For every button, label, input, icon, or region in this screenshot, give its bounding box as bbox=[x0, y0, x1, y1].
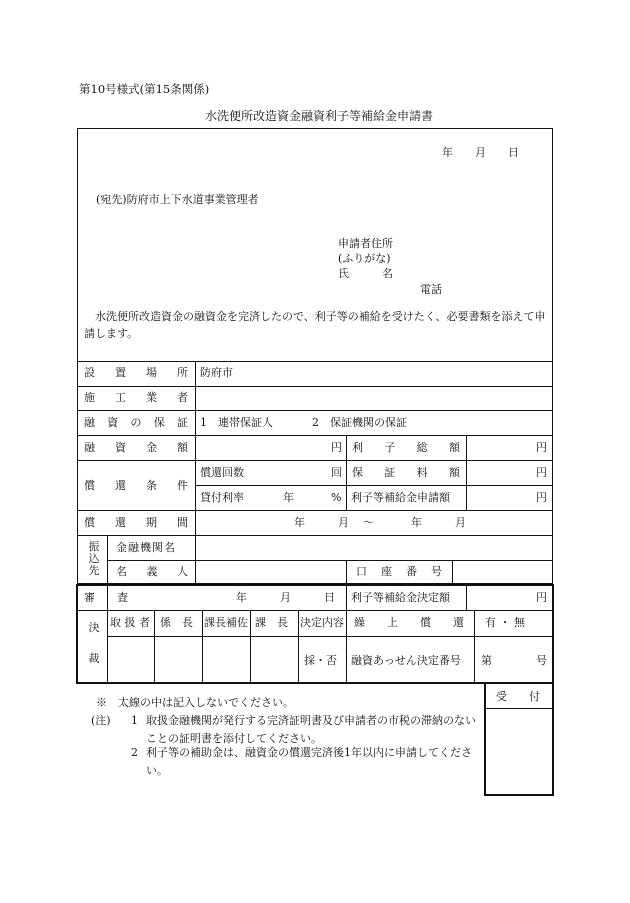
period-to[interactable]: 年 月 bbox=[411, 516, 466, 529]
period-tilde: ～ bbox=[363, 516, 374, 529]
location-label: 設 置 場 所 bbox=[84, 366, 188, 379]
period-from[interactable]: 年 月 bbox=[294, 516, 349, 529]
number-dai: 第 bbox=[481, 654, 492, 667]
holder-label: 名 義 人 bbox=[116, 565, 188, 578]
mediation-number-label: 融資あっせん決定番号 bbox=[351, 654, 461, 667]
yes-no-label: 有 ・ 無 bbox=[485, 616, 525, 629]
note-bold-lines: ※ 太線の中は記入しないでください。 bbox=[96, 696, 294, 709]
form-number: 第10号様式(第15条関係) bbox=[79, 82, 210, 96]
location-value[interactable]: 防府市 bbox=[200, 366, 233, 379]
phone-label: 電話 bbox=[420, 283, 442, 296]
repayment-label: 償 還 条 件 bbox=[84, 479, 188, 492]
interest-total-label: 利 子 総 額 bbox=[352, 441, 460, 454]
guarantee-option-2[interactable]: 2 保証機関の保証 bbox=[312, 416, 407, 429]
guarantee-fee-unit: 円 bbox=[536, 466, 547, 479]
guarantee-fee-label: 保 証 料 額 bbox=[352, 466, 460, 479]
note-prefix: (注) bbox=[91, 714, 111, 727]
loan-rate-year: 年 bbox=[283, 491, 294, 504]
note-2: 利子等の補助金は、融資金の償還完済後1年以内に申請してください。 bbox=[146, 746, 472, 777]
loan-amount-unit: 円 bbox=[331, 441, 342, 454]
date-field[interactable]: 年 月 日 bbox=[442, 146, 519, 159]
name-label: 氏 名 bbox=[338, 267, 393, 280]
note-1: 取扱金融機関が発行する完済証明書及び申請者の市税の滞納のないことの証明書を添付してください。 bbox=[146, 714, 476, 745]
application-amount-label: 利子等補給金申請額 bbox=[351, 491, 450, 504]
loan-rate-label: 貸付利率 bbox=[200, 491, 244, 504]
adopt-reject-label: 採・否 bbox=[304, 654, 337, 667]
note-1-number: 1 bbox=[131, 714, 138, 727]
number-go: 号 bbox=[536, 654, 547, 667]
bank-name-label: 金融機関名 bbox=[116, 541, 176, 554]
decision-side-label: 決 裁 bbox=[88, 621, 100, 665]
review-date: 年 月 日 bbox=[236, 591, 335, 604]
contractor-label: 施 工 業 者 bbox=[84, 391, 188, 404]
review-label: 審 査 bbox=[84, 591, 128, 604]
period-label: 償 還 期 間 bbox=[84, 516, 188, 529]
transfer-side-label: 振 込 先 bbox=[88, 540, 100, 577]
section-chief-label: 係 長 bbox=[160, 616, 193, 629]
repayment-count-label: 償還回数 bbox=[200, 466, 244, 479]
furigana-label: (ふりがな) bbox=[338, 252, 391, 265]
account-number-label: 口 座 番 号 bbox=[356, 565, 442, 578]
guarantee-option-1[interactable]: 1 連帯保証人 bbox=[200, 416, 273, 429]
deputy-label: 課長補佐 bbox=[204, 616, 248, 629]
decision-content-label: 決定内容 bbox=[300, 616, 344, 629]
applicant-address-label: 申請者住所 bbox=[338, 237, 393, 250]
chief-label: 課 長 bbox=[255, 616, 288, 629]
handler-label: 取 扱 者 bbox=[110, 616, 150, 629]
decision-amount-unit: 円 bbox=[536, 591, 547, 604]
note-2-number: 2 bbox=[131, 746, 138, 759]
loan-amount-label: 融 資 金 額 bbox=[84, 441, 188, 454]
early-repayment-label: 繰 上 償 還 bbox=[354, 616, 464, 629]
decision-amount-label: 利子等補給金決定額 bbox=[351, 591, 450, 604]
receipt-label: 受 付 bbox=[496, 690, 540, 703]
statement: 水洗便所改造資金の融資金を完済したので、利子等の補給を受けたく、必要書類を添えて申請します。 bbox=[84, 310, 546, 341]
document-title: 水洗便所改造資金融資利子等補給金申請書 bbox=[205, 109, 434, 123]
interest-total-unit: 円 bbox=[536, 441, 547, 454]
guarantee-label: 融 資 の 保 証 bbox=[84, 416, 188, 429]
repayment-count-unit: 回 bbox=[331, 466, 342, 479]
loan-rate-unit: % bbox=[331, 491, 342, 504]
addressee: (宛先)防府市上下水道事業管理者 bbox=[96, 193, 259, 206]
application-amount-unit: 円 bbox=[536, 491, 547, 504]
